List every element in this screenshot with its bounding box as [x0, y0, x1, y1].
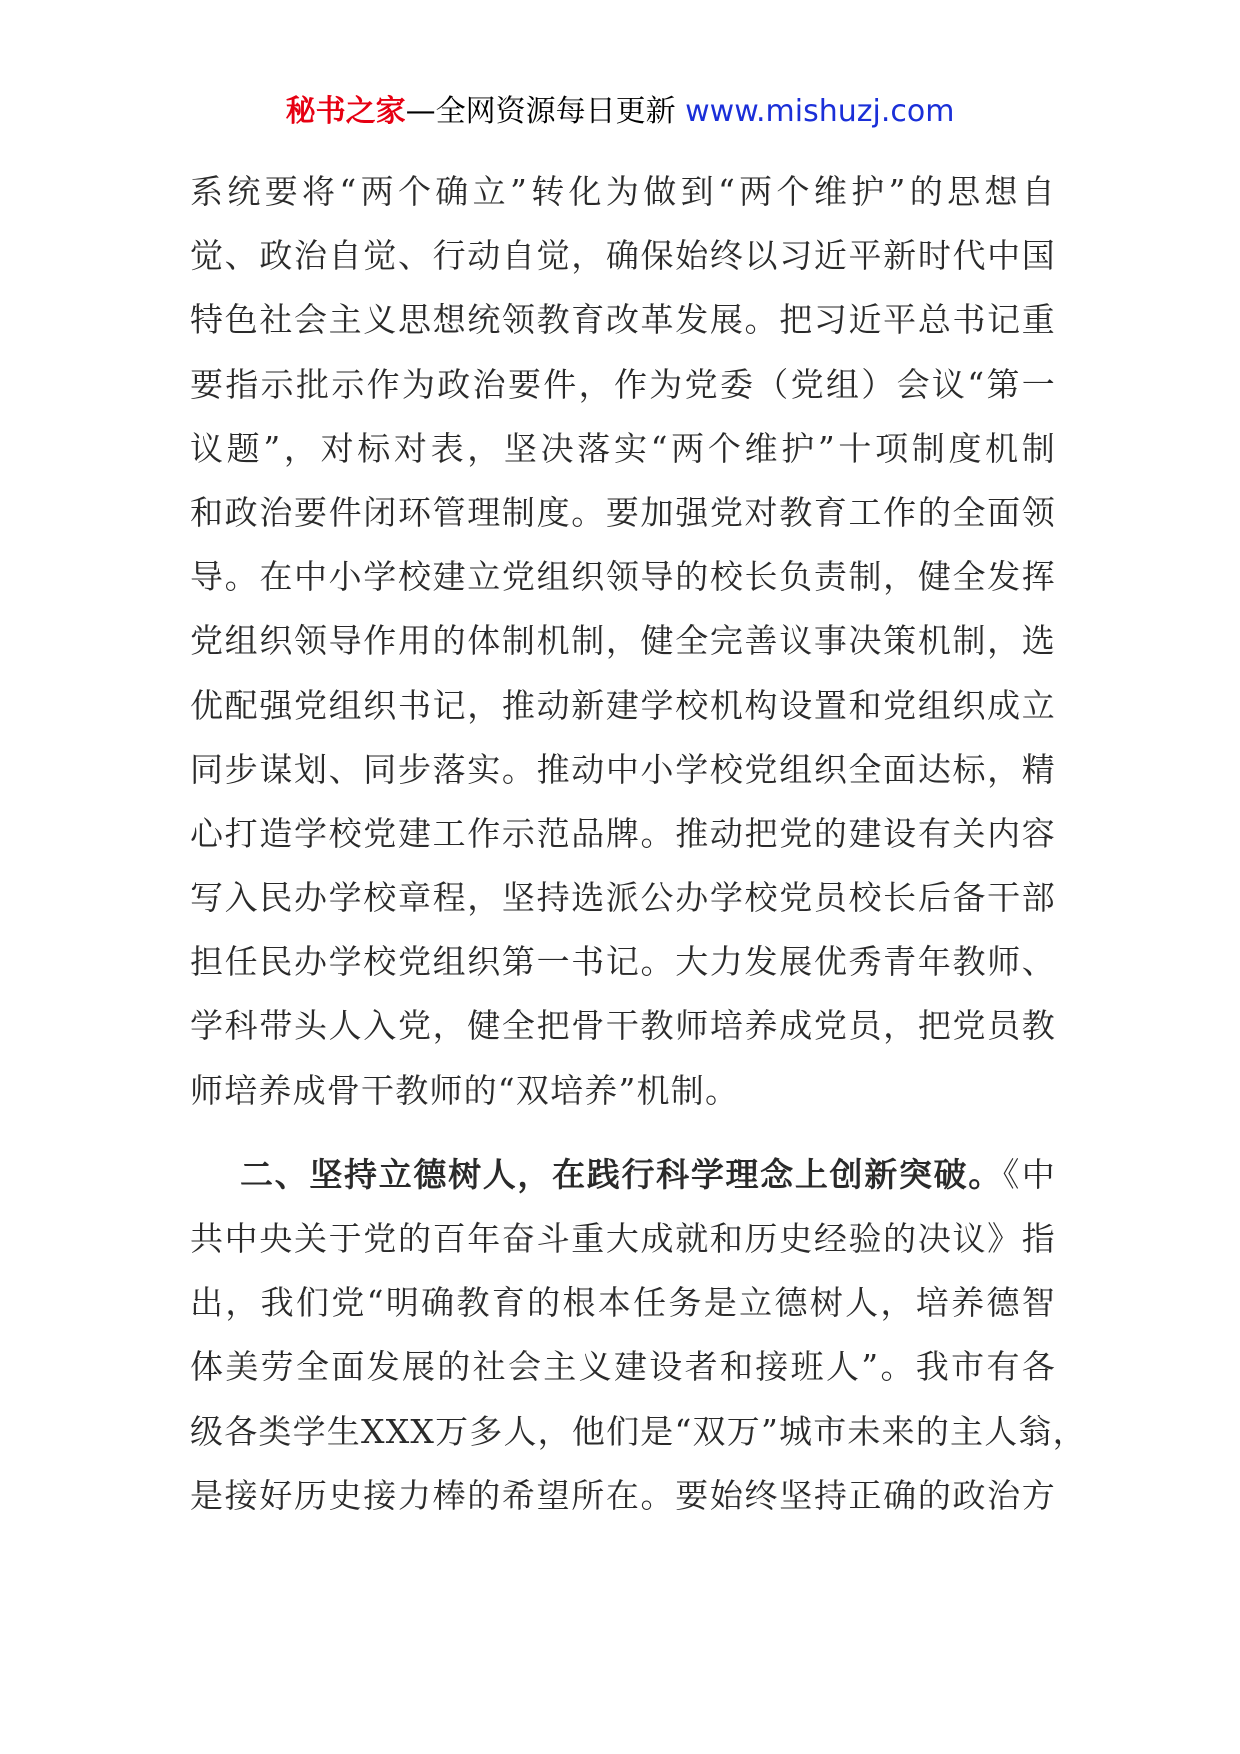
section-heading: 二、坚持立德树人，在践行科学理念上创新突破。: [240, 1154, 1003, 1194]
text-line: 特色社会主义思想统领教育改革发展。把习近平总书记重: [190, 300, 1056, 340]
text-line: 导。在中小学校建立党组织领导的校长负责制，健全发挥: [190, 557, 1056, 597]
text-line: 和政治要件闭环管理制度。要加强党对教育工作的全面领: [190, 492, 1056, 532]
text-line: 同步谋划、同步落实。推动中小学校党组织全面达标，精: [190, 749, 1056, 789]
text-line: 系统要将“两个确立”转化为做到“两个维护”的思想自: [190, 172, 1056, 211]
text-line: 写入民办学校章程，坚持选派公办学校党员校长后备干部: [190, 878, 1056, 918]
text-line: 级各类学生XXX万多人，他们是“双万”城市未来的主人翁，: [190, 1411, 1087, 1451]
header-tagline: —全网资源每日更新: [405, 94, 686, 129]
text-line: 党组织领导作用的体制机制，健全完善议事决策机制，选: [190, 621, 1056, 661]
text-line: 觉、政治自觉、行动自觉，确保始终以习近平新时代中国: [190, 236, 1056, 276]
document-body: [190, 160, 1087, 1528]
text-line: 担任民办学校党组织第一书记。大力发展优秀青年教师、: [190, 942, 1056, 982]
paragraph-2: [190, 1143, 1087, 1528]
text-line: 是接好历史接力棒的希望所在。要始终坚持正确的政治方: [190, 1475, 1056, 1515]
text-line: 要指示批示作为政治要件，作为党委（党组）会议“第一: [190, 364, 1056, 404]
text-line: 优配强党组织书记，推动新建学校机构设置和党组织成立: [190, 685, 1056, 725]
section-heading-line: [190, 1143, 1056, 1207]
text-line: 体美劳全面发展的社会主义建设者和接班人”。我市有各: [190, 1347, 1056, 1387]
brand-name: 秘书之家: [285, 94, 406, 129]
text-fragment: 《中: [1002, 1154, 1057, 1194]
text-line: 学科带头人入党，健全把骨干教师培养成党员，把党员教: [190, 1006, 1056, 1046]
paragraph-spacer: [190, 1123, 1056, 1143]
site-header: [0, 92, 1240, 132]
paragraph-1: [190, 160, 1056, 1123]
text-line: 议题”，对标对表，坚决落实“两个维护”十项制度机制: [190, 428, 1056, 468]
site-url-link[interactable]: www.mishuzj.com: [685, 94, 955, 129]
text-line: 出，我们党“明确教育的根本任务是立德树人，培养德智: [190, 1283, 1056, 1323]
text-line: 心打造学校党建工作示范品牌。推动把党的建设有关内容: [190, 813, 1056, 853]
text-line: 共中央关于党的百年奋斗重大成就和历史经验的决议》指: [190, 1219, 1056, 1258]
text-line: 师培养成骨干教师的“双培养”机制。: [190, 1070, 740, 1110]
